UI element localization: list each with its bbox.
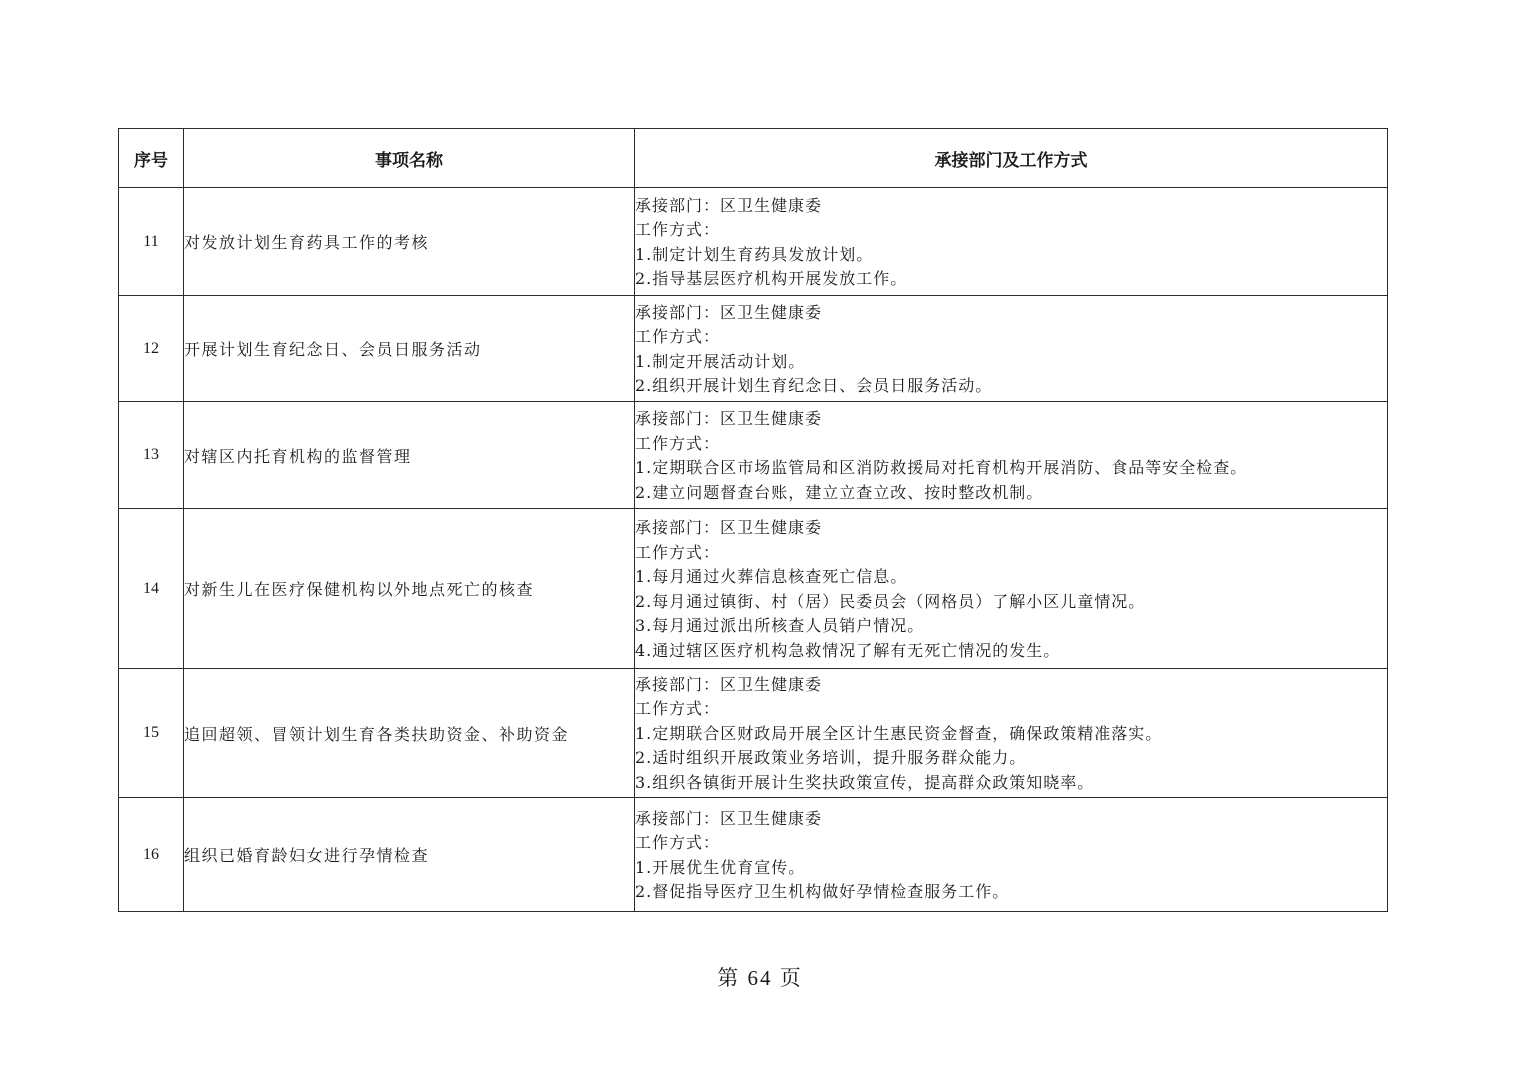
row-seq: 13: [119, 402, 184, 509]
row-method: [635, 296, 1388, 402]
row-method: [635, 188, 1388, 296]
method-line: 承接部门：区卫生健康委: [635, 409, 823, 428]
method-line: 承接部门：区卫生健康委: [635, 518, 823, 537]
table-row: [119, 798, 1388, 912]
document-sheet: [118, 128, 1387, 912]
row-item-name: 对辖区内托育机构的监督管理: [184, 402, 635, 509]
method-line: 承接部门：区卫生健康委: [635, 195, 823, 215]
method-line: 1.制定计划生育药具发放计划。: [635, 244, 874, 264]
header-department-method: 承接部门及工作方式: [635, 129, 1388, 188]
method-line: 工作方式：: [635, 833, 721, 852]
row-item-name: 对新生儿在医疗保健机构以外地点死亡的核查: [184, 509, 635, 669]
row-seq: 12: [119, 296, 184, 402]
method-line: 承接部门：区卫生健康委: [635, 808, 823, 828]
row-item-name: 对发放计划生育药具工作的考核: [184, 188, 635, 296]
method-line: 1.每月通过火葬信息核查死亡信息。: [635, 567, 908, 586]
row-method: [635, 509, 1388, 669]
method-line: 1.定期联合区市场监管局和区消防救援局对托育机构开展消防、食品等安全检查。: [635, 458, 1248, 477]
page-number: 第 64 页: [717, 966, 803, 990]
row-method: [635, 402, 1388, 509]
method-line: 承接部门：区卫生健康委: [635, 302, 823, 322]
header-seq: 序号: [119, 129, 184, 188]
method-line: 工作方式：: [635, 433, 721, 453]
method-line: 2.指导基层医疗机构开展发放工作。: [635, 269, 908, 288]
method-line: 2.建立问题督查台账，建立立查立改、按时整改机制。: [635, 482, 1044, 502]
method-line: 承接部门：区卫生健康委: [635, 674, 823, 694]
row-seq: 11: [119, 188, 184, 296]
method-line: 工作方式：: [635, 327, 721, 346]
table-header-row: [119, 129, 1388, 188]
row-method: [635, 798, 1388, 912]
method-line: 1.开展优生优育宣传。: [635, 857, 806, 877]
table-row: [119, 509, 1388, 669]
row-seq: 16: [119, 798, 184, 912]
method-line: 工作方式：: [635, 542, 721, 562]
method-line: 工作方式：: [635, 699, 721, 719]
method-line: 3.组织各镇街开展计生奖扶政策宣传，提高群众政策知晓率。: [635, 772, 1095, 792]
table-row: [119, 402, 1388, 509]
row-item-name: 开展计划生育纪念日、会员日服务活动: [184, 296, 635, 402]
method-line: 2.组织开展计划生育纪念日、会员日服务活动。: [635, 376, 993, 395]
responsibility-table: [118, 128, 1388, 912]
header-item-name: 事项名称: [184, 129, 635, 188]
method-line: 1.定期联合区财政局开展全区计生惠民资金督查，确保政策精准落实。: [635, 723, 1163, 743]
table-row: [119, 188, 1388, 296]
method-line: 2.适时组织开展政策业务培训，提升服务群众能力。: [635, 748, 1027, 768]
method-line: 3.每月通过派出所核查人员销户情况。: [635, 616, 925, 635]
row-item-name: 追回超领、冒领计划生育各类扶助资金、补助资金: [184, 669, 635, 798]
method-line: 2.每月通过镇街、村（居）民委员会（网格员）了解小区儿童情况。: [635, 591, 1146, 611]
method-line: 2.督促指导医疗卫生机构做好孕情检查服务工作。: [635, 882, 1010, 901]
method-line: 工作方式：: [635, 220, 721, 239]
row-item-name: 组织已婚育龄妇女进行孕情检查: [184, 798, 635, 912]
method-line: 1.制定开展活动计划。: [635, 351, 806, 371]
table-row: [119, 296, 1388, 402]
method-line: 4.通过辖区医疗机构急救情况了解有无死亡情况的发生。: [635, 640, 1061, 660]
row-seq: 14: [119, 509, 184, 669]
row-method: [635, 669, 1388, 798]
table-row: [119, 669, 1388, 798]
row-seq: 15: [119, 669, 184, 798]
